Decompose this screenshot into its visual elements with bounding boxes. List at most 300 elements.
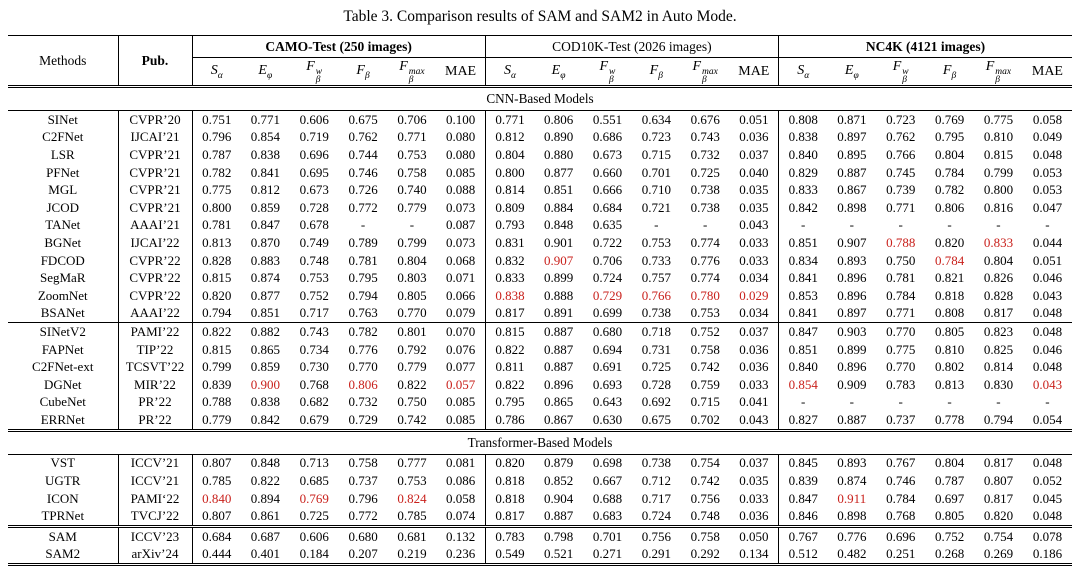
value-cell: 0.037: [739, 146, 769, 162]
value-cell: 0.722: [592, 234, 623, 250]
value-cell: 0.874: [837, 473, 867, 489]
value-cell: 0.788: [192, 394, 241, 412]
value-cell: 0.770: [876, 323, 925, 341]
value-cell: 0.701: [583, 527, 632, 546]
value-cell: 0.820: [983, 508, 1014, 524]
section-header-row: [8, 87, 1072, 111]
value-cell: 0.057: [445, 376, 476, 392]
metric-sub: β: [902, 75, 908, 85]
value-cell: 0.896: [837, 287, 867, 303]
metric-sub: φ: [560, 70, 566, 81]
section-header-row: [8, 430, 1072, 454]
value-cell: 0.045: [1032, 490, 1063, 506]
pub-cell: TIP’22: [118, 341, 192, 359]
value-cell: 0.666: [592, 182, 623, 198]
metric-base: F: [692, 58, 702, 74]
metric-header: [632, 58, 681, 87]
table-row: [8, 234, 1072, 252]
value-cell: 0.686: [592, 129, 623, 145]
metric-base: F: [306, 58, 315, 74]
value-cell: 0.080: [445, 129, 476, 145]
metric-sup: max: [702, 66, 718, 77]
metric-header: [974, 58, 1023, 87]
value-cell: 0.681: [388, 527, 437, 546]
value-cell: 0.781: [886, 270, 916, 286]
value-cell: 0.882: [241, 323, 290, 341]
table-row: [8, 287, 1072, 305]
metric-base: S: [210, 62, 218, 78]
header-group-row: [8, 36, 1072, 58]
value-cell: 0.753: [397, 146, 427, 162]
value-cell: 0.271: [583, 546, 632, 565]
value-cell: 0.814: [983, 359, 1014, 375]
value-cell: 0.774: [690, 270, 720, 286]
metric-header: [485, 58, 534, 87]
value-cell: 0.767: [779, 527, 828, 546]
pub-cell: ICCV’23: [118, 527, 192, 546]
value-cell: 0.796: [348, 490, 378, 506]
value-cell: 0.820: [485, 454, 534, 472]
value-cell: 0.050: [730, 527, 779, 546]
table-row: [8, 394, 1072, 412]
metric-sub: β: [702, 75, 707, 85]
value-cell: 0.049: [1032, 129, 1063, 145]
value-cell: 0.728: [299, 199, 329, 215]
value-cell: 0.763: [348, 305, 378, 321]
value-cell: -: [779, 394, 828, 412]
value-cell: 0.807: [192, 454, 241, 472]
value-cell: 0.821: [934, 270, 965, 286]
value-cell: 0.706: [592, 252, 623, 268]
value-cell: 0.897: [837, 129, 867, 145]
value-cell: 0.673: [299, 182, 329, 198]
table-row: [8, 217, 1072, 235]
value-cell: 0.848: [543, 217, 574, 233]
value-cell: 0.898: [837, 199, 867, 215]
value-cell: 0.796: [192, 129, 241, 147]
value-cell: 0.779: [397, 199, 427, 215]
value-cell: 0.822: [250, 473, 280, 489]
value-cell: 0.073: [445, 234, 476, 250]
col-header-pub: Pub.: [118, 36, 192, 87]
method-cell: CubeNet: [39, 394, 86, 410]
value-cell: 0.871: [837, 111, 867, 127]
value-cell: 0.840: [192, 490, 241, 508]
value-cell: -: [1045, 217, 1050, 233]
table-row: [8, 490, 1072, 508]
value-cell: 0.551: [592, 111, 623, 127]
metric-supsub: [902, 68, 908, 85]
pub-cell: CVPR’22: [118, 252, 192, 270]
table-row: [8, 305, 1072, 323]
value-cell: 0.040: [739, 164, 769, 180]
pub-cell: AAAI’22: [118, 305, 192, 323]
metric-base: F: [399, 58, 408, 74]
value-cell: 0.784: [886, 287, 916, 303]
metric-sub: β: [658, 70, 663, 81]
value-cell: 0.699: [592, 305, 623, 321]
value-cell: 0.776: [348, 341, 378, 357]
value-cell: 0.805: [397, 287, 427, 303]
value-cell: 0.086: [445, 473, 476, 489]
value-cell: 0.804: [397, 252, 427, 268]
table-row: [8, 507, 1072, 526]
value-cell: 0.817: [485, 305, 534, 323]
metric-header: [436, 58, 485, 87]
value-cell: 0.896: [543, 376, 574, 392]
value-cell: 0.782: [934, 182, 965, 198]
value-cell: 0.729: [592, 287, 623, 303]
value-cell: 0.771: [397, 129, 427, 145]
value-cell: 0.854: [779, 376, 828, 394]
value-cell: 0.724: [592, 270, 623, 286]
value-cell: 0.772: [348, 508, 378, 524]
table-row: [8, 164, 1072, 182]
table-row: [8, 546, 1072, 565]
value-cell: 0.754: [974, 527, 1023, 546]
method-cell: SAM2: [8, 546, 118, 565]
metric-label: MAE: [445, 63, 477, 79]
value-cell: 0.043: [1032, 287, 1063, 303]
pub-cell: CVPR’20: [118, 111, 192, 129]
value-cell: 0.762: [886, 129, 916, 145]
value-cell: 0.033: [739, 490, 769, 506]
value-cell: 0.738: [690, 182, 720, 198]
value-cell: 0.899: [837, 341, 867, 357]
table-row: [8, 323, 1072, 341]
value-cell: 0.785: [397, 508, 427, 524]
value-cell: 0.730: [299, 359, 329, 375]
value-cell: 0.814: [485, 181, 534, 199]
value-cell: 0.809: [485, 199, 534, 217]
metric-sub: φ: [266, 70, 273, 81]
value-cell: 0.734: [299, 341, 329, 357]
value-cell: 0.723: [641, 129, 671, 145]
value-cell: 0.725: [299, 508, 329, 524]
value-cell: 0.053: [1032, 164, 1063, 180]
value-cell: 0.753: [299, 270, 329, 286]
value-cell: 0.776: [690, 252, 720, 268]
value-cell: 0.719: [299, 129, 329, 145]
value-cell: 0.752: [681, 323, 730, 341]
value-cell: 0.887: [543, 359, 574, 375]
value-cell: 0.085: [445, 164, 476, 180]
metric-supsub: [995, 68, 1011, 85]
method-cell: ERRNet: [40, 411, 85, 427]
value-cell: 0.079: [445, 305, 476, 321]
value-cell: 0.753: [641, 234, 671, 250]
value-cell: 0.841: [250, 164, 280, 180]
value-cell: 0.678: [299, 217, 329, 233]
metric-sub: β: [995, 75, 1001, 85]
value-cell: 0.035: [739, 182, 769, 198]
value-cell: 0.867: [543, 411, 574, 427]
value-cell: -: [849, 217, 854, 233]
value-cell: 0.036: [739, 359, 769, 375]
value-cell: 0.033: [739, 234, 769, 250]
value-cell: 0.739: [886, 182, 916, 198]
value-cell: 0.292: [681, 546, 730, 565]
value-cell: 0.779: [192, 411, 241, 430]
value-cell: 0.841: [779, 269, 828, 287]
value-cell: 0.794: [348, 287, 378, 303]
value-cell: 0.757: [641, 270, 671, 286]
value-cell: 0.823: [974, 323, 1023, 341]
value-cell: 0.046: [1032, 341, 1063, 357]
section-label: Transformer-Based Models: [8, 430, 1072, 454]
value-cell: 0.081: [445, 455, 476, 471]
metric-header: [1023, 58, 1072, 87]
value-cell: 0.737: [348, 473, 378, 489]
value-cell: 0.833: [485, 269, 534, 287]
value-cell: 0.896: [837, 359, 867, 375]
value-cell: 0.834: [779, 252, 828, 270]
value-cell: 0.829: [779, 164, 828, 182]
value-cell: 0.824: [397, 490, 427, 506]
value-cell: 0.724: [641, 508, 671, 524]
results-table: [8, 35, 1072, 566]
value-cell: 0.068: [445, 252, 476, 268]
value-cell: -: [1045, 394, 1050, 410]
method-cell: FDCOD: [40, 252, 85, 268]
value-cell: 0.738: [641, 455, 671, 471]
table-row: [8, 111, 1072, 129]
value-cell: 0.900: [250, 376, 280, 392]
value-cell: 0.750: [886, 252, 916, 268]
method-cell: LSR: [50, 146, 75, 162]
value-cell: -: [360, 217, 366, 233]
value-cell: 0.893: [837, 455, 867, 471]
value-cell: 0.675: [348, 111, 378, 127]
value-cell: 0.822: [192, 323, 241, 341]
method-cell: FAPNet: [41, 341, 84, 357]
value-cell: 0.752: [925, 527, 974, 546]
value-cell: 0.401: [241, 546, 290, 565]
value-cell: 0.807: [983, 473, 1014, 489]
value-cell: 0.804: [934, 455, 965, 471]
value-cell: 0.884: [543, 199, 574, 215]
value-cell: 0.909: [837, 376, 867, 392]
value-cell: 0.785: [192, 472, 241, 490]
value-cell: 0.883: [250, 252, 280, 268]
value-cell: 0.684: [192, 527, 241, 546]
value-cell: 0.887: [837, 164, 867, 180]
value-cell: 0.818: [485, 490, 534, 508]
value-cell: 0.715: [641, 146, 671, 162]
value-cell: 0.219: [388, 546, 437, 565]
value-cell: 0.784: [934, 252, 965, 268]
value-cell: 0.725: [690, 164, 720, 180]
value-cell: -: [849, 394, 854, 410]
value-cell: 0.845: [779, 454, 828, 472]
metric-sup: w: [902, 66, 909, 77]
value-cell: 0.877: [543, 164, 574, 180]
pub-cell: AAAI’21: [118, 217, 192, 235]
value-cell: 0.732: [348, 394, 378, 410]
pub-cell: TCSVT’22: [118, 358, 192, 376]
metric-sub: α: [510, 70, 516, 81]
value-cell: 0.207: [339, 546, 388, 565]
value-cell: 0.817: [983, 490, 1014, 506]
value-cell: 0.777: [397, 455, 427, 471]
value-cell: 0.750: [397, 394, 427, 410]
value-cell: 0.808: [779, 111, 828, 129]
metric-header: [388, 58, 437, 87]
value-cell: 0.804: [934, 146, 965, 162]
method-cell: ICON: [46, 490, 79, 506]
table-row: [8, 199, 1072, 217]
value-cell: 0.815: [485, 323, 534, 341]
value-cell: 0.078: [1023, 527, 1072, 546]
value-cell: 0.879: [543, 455, 574, 471]
value-cell: 0.740: [397, 182, 427, 198]
value-cell: 0.680: [339, 527, 388, 546]
pub-cell: PAMI‘22: [118, 490, 192, 508]
value-cell: 0.810: [934, 341, 965, 357]
value-cell: 0.074: [445, 508, 476, 524]
value-cell: 0.838: [250, 146, 280, 162]
pub-cell: CVPR’21: [118, 199, 192, 217]
value-cell: 0.799: [192, 358, 241, 376]
value-cell: 0.818: [485, 472, 534, 490]
metric-label: MAE: [738, 63, 770, 79]
value-cell: 0.808: [934, 305, 965, 321]
value-cell: 0.896: [837, 270, 867, 286]
value-cell: 0.752: [299, 287, 329, 303]
value-cell: 0.799: [397, 234, 427, 250]
value-cell: 0.815: [983, 146, 1014, 162]
value-cell: 0.251: [876, 546, 925, 565]
metric-sub: β: [315, 75, 321, 85]
value-cell: 0.738: [641, 305, 671, 321]
value-cell: 0.685: [299, 473, 329, 489]
value-cell: 0.058: [445, 490, 476, 506]
value-cell: 0.035: [739, 473, 769, 489]
value-cell: 0.815: [192, 341, 241, 359]
value-cell: 0.688: [592, 490, 623, 506]
value-cell: 0.781: [192, 217, 241, 235]
value-cell: 0.269: [974, 546, 1023, 565]
value-cell: 0.044: [1032, 234, 1063, 250]
value-cell: 0.731: [641, 341, 671, 357]
value-cell: 0.813: [934, 376, 965, 392]
value-cell: 0.897: [837, 305, 867, 321]
value-cell: 0.800: [983, 182, 1014, 198]
metric-base: F: [649, 62, 659, 78]
value-cell: 0.811: [485, 358, 534, 376]
value-cell: 0.847: [250, 217, 280, 233]
value-cell: 0.697: [934, 490, 965, 506]
metric-sub: β: [951, 70, 957, 81]
value-cell: 0.034: [739, 270, 769, 286]
value-cell: 0.771: [886, 199, 916, 215]
value-cell: 0.754: [690, 455, 720, 471]
value-cell: 0.894: [250, 490, 280, 506]
table-row: [8, 341, 1072, 359]
value-cell: 0.728: [641, 376, 671, 392]
value-cell: 0.887: [543, 341, 574, 357]
table-row: [8, 358, 1072, 376]
value-cell: 0.820: [192, 287, 241, 305]
value-cell: 0.742: [690, 473, 720, 489]
value-cell: -: [654, 217, 659, 233]
value-cell: 0.054: [1032, 411, 1063, 427]
value-cell: 0.701: [641, 164, 671, 180]
value-cell: 0.048: [1032, 359, 1063, 375]
value-cell: 0.847: [779, 490, 828, 508]
value-cell: 0.782: [192, 164, 241, 182]
value-cell: 0.771: [485, 111, 534, 129]
value-cell: 0.806: [348, 376, 378, 392]
metric-sup: w: [315, 66, 323, 77]
value-cell: 0.746: [348, 164, 378, 180]
value-cell: 0.854: [250, 129, 280, 145]
value-cell: 0.851: [250, 305, 280, 321]
method-cell: TPRNet: [41, 508, 85, 524]
value-cell: 0.812: [485, 129, 534, 147]
value-cell: 0.769: [299, 490, 329, 506]
value-cell: 0.691: [592, 359, 623, 375]
metric-sub: β: [408, 75, 414, 85]
value-cell: 0.048: [1032, 455, 1063, 471]
value-cell: 0.036: [739, 508, 769, 524]
metric-base: F: [942, 62, 952, 78]
value-cell: 0.838: [250, 394, 280, 410]
value-cell: 0.846: [779, 507, 828, 526]
value-cell: 0.865: [543, 394, 574, 410]
value-cell: 0.749: [299, 234, 329, 250]
metric-base: S: [797, 62, 805, 78]
value-cell: 0.838: [779, 129, 828, 147]
value-cell: 0.041: [739, 394, 769, 410]
value-cell: 0.839: [779, 472, 828, 490]
value-cell: 0.775: [886, 341, 916, 357]
value-cell: 0.732: [690, 146, 720, 162]
value-cell: 0.786: [485, 411, 534, 430]
value-cell: 0.825: [983, 341, 1014, 357]
table-row: [8, 252, 1072, 270]
value-cell: 0.029: [739, 287, 769, 303]
value-cell: -: [409, 217, 415, 233]
value-cell: -: [996, 217, 1001, 233]
value-cell: 0.682: [299, 394, 329, 410]
metric-base: E: [844, 62, 854, 78]
value-cell: -: [898, 394, 903, 410]
metric-header: [583, 58, 632, 87]
value-cell: 0.783: [886, 376, 916, 392]
value-cell: 0.775: [192, 181, 241, 199]
value-cell: 0.729: [348, 411, 378, 427]
metric-sup: w: [609, 66, 616, 77]
table-caption: Table 3. Comparison results of SAM and SAM2 in Auto Mode.: [343, 8, 737, 25]
value-cell: 0.753: [397, 473, 427, 489]
value-cell: 0.758: [348, 455, 378, 471]
metric-base: E: [551, 62, 561, 78]
value-cell: 0.832: [485, 252, 534, 270]
value-cell: 0.043: [739, 217, 769, 233]
value-cell: 0.717: [641, 490, 671, 506]
value-cell: 0.759: [690, 376, 720, 392]
value-cell: 0.877: [250, 287, 280, 303]
value-cell: 0.805: [925, 323, 974, 341]
table-row: [8, 146, 1072, 164]
value-cell: 0.801: [388, 323, 437, 341]
method-cell: PFNet: [46, 164, 80, 180]
method-cell: SegMaR: [40, 270, 86, 286]
value-cell: 0.037: [730, 323, 779, 341]
metric-supsub: [609, 68, 615, 85]
value-cell: 0.132: [436, 527, 485, 546]
